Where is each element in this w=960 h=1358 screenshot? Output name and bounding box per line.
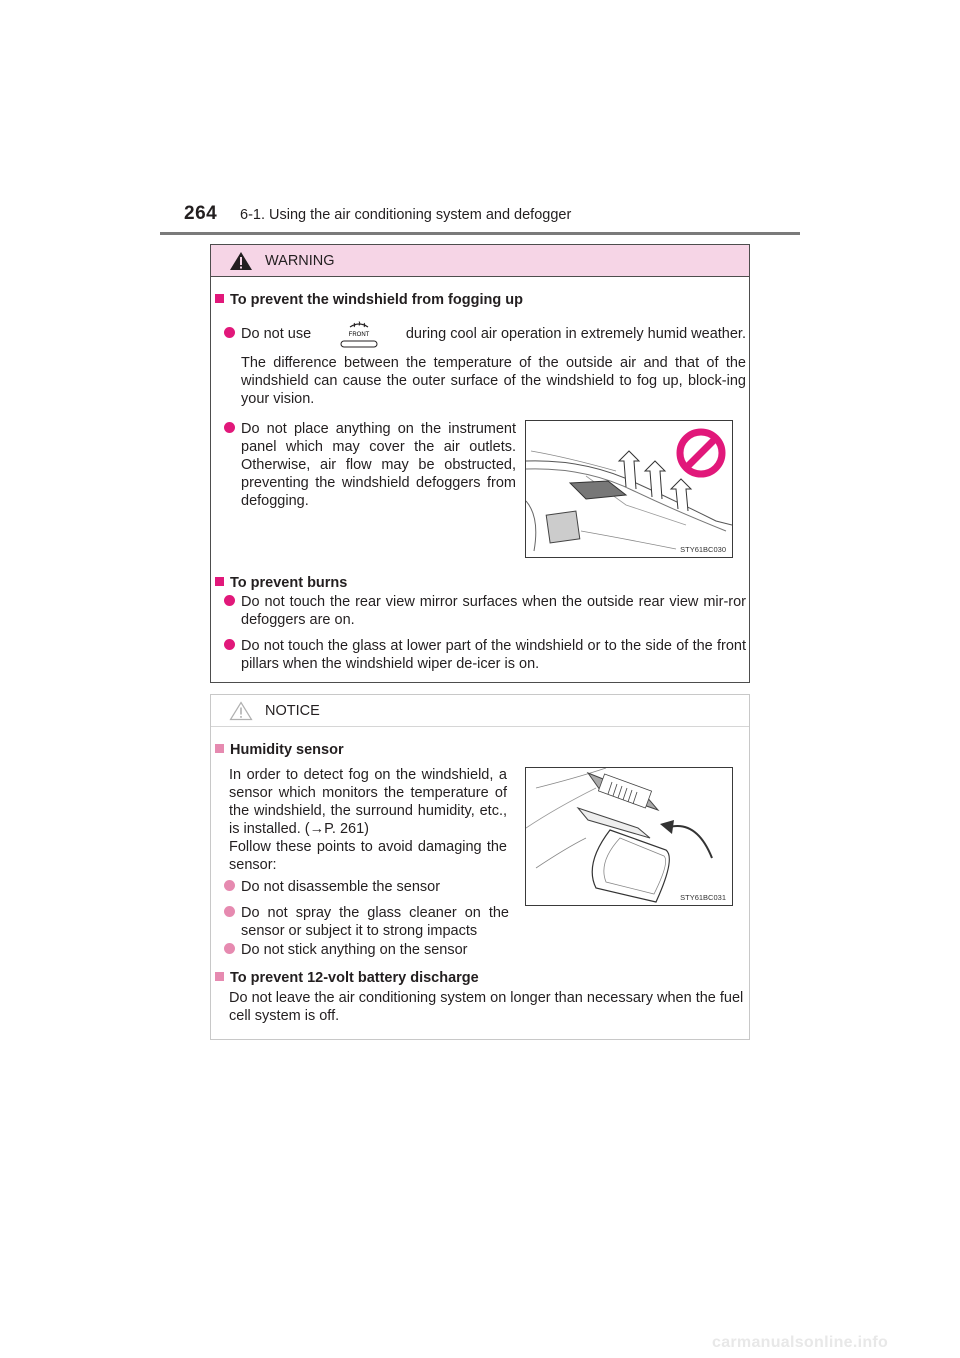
notice-bullet-spray xyxy=(224,904,509,940)
bullet-text-post: during cool air operation in extremely humid weather. xyxy=(405,326,746,342)
bullet-text: Do not place anything on the instrument panel which may cover the air outlets. Otherwise, air flow may be obstructed, preventing the windshield defoggers from defogging. xyxy=(241,421,516,509)
notice-header xyxy=(211,695,749,727)
section-title: 6-1. Using the air conditioning system and defogger xyxy=(240,207,572,223)
front-icon-label: FRONT xyxy=(348,332,369,338)
front-defroster-icon xyxy=(338,319,380,349)
bullet-first-line xyxy=(241,322,746,346)
header-rule xyxy=(160,232,800,235)
warning-triangle-icon xyxy=(229,251,253,271)
page-number: 264 xyxy=(184,203,218,224)
circle-bullet-icon xyxy=(224,422,235,433)
instrument-panel-illustration xyxy=(526,421,732,557)
warning-heading-fog xyxy=(215,291,523,309)
warning-bullet-mirror xyxy=(224,593,746,629)
heading-text: To prevent 12-volt battery discharge xyxy=(230,970,479,986)
watermark: carmanualsonline.info xyxy=(712,1334,889,1351)
notice-heading-humidity xyxy=(215,741,344,759)
figure-code: STY61BC031 xyxy=(680,893,726,902)
humidity-sensor-illustration xyxy=(526,768,732,905)
circle-bullet-icon xyxy=(224,595,235,606)
square-bullet-icon xyxy=(215,744,224,753)
circle-bullet-icon xyxy=(224,906,235,917)
bullet-text: Do not stick anything on the sensor xyxy=(241,942,468,958)
circle-bullet-icon xyxy=(224,880,235,891)
warning-bullet-front-defogger xyxy=(224,325,746,408)
heading-text: Humidity sensor xyxy=(230,742,344,758)
figure-humidity-sensor xyxy=(525,767,733,906)
notice-title: NOTICE xyxy=(265,702,320,719)
notice-follow-points: Follow these points to avoid damaging the sensor: xyxy=(229,839,507,873)
figure-code: STY61BC030 xyxy=(680,545,726,554)
warning-box xyxy=(210,244,750,683)
notice-sensor-description: In order to detect fog on the windshield, a sensor which monitors the temperature of the windshield, the surround humidity, etc., is installed. (→P. 261) xyxy=(229,767,507,837)
bullet-text: Do not spray the glass cleaner on the sensor or subject it to strong impacts xyxy=(241,905,509,939)
warning-bullet-windshield-glass xyxy=(224,637,746,673)
bullet-text-pre: Do not use xyxy=(241,326,312,342)
square-bullet-icon xyxy=(215,577,224,586)
warning-header xyxy=(211,245,749,277)
circle-bullet-icon xyxy=(224,639,235,650)
circle-bullet-icon xyxy=(224,327,235,338)
warning-heading-burns xyxy=(215,574,347,592)
notice-battery-text: Do not leave the air conditioning system on longer than necessary when the fuel cell system is off. xyxy=(229,990,744,1024)
square-bullet-icon xyxy=(215,972,224,981)
bullet-text: Do not touch the glass at lower part of the windshield or to the side of the front pillars when the windshield wiper de-icer is on. xyxy=(241,638,746,672)
square-bullet-icon xyxy=(215,294,224,303)
notice-bullet-disassemble xyxy=(224,878,509,896)
heading-text: To prevent burns xyxy=(230,575,348,591)
notice-bullet-stick xyxy=(224,941,509,959)
warning-bullet-instrument-panel xyxy=(224,420,516,510)
warning-title: WARNING xyxy=(265,252,335,269)
notice-box xyxy=(210,694,750,1040)
figure-instrument-panel xyxy=(525,420,733,558)
bullet-text: Do not disassemble the sensor xyxy=(241,879,441,895)
heading-text: To prevent the windshield from fogging up xyxy=(230,292,523,308)
bullet-text: Do not touch the rear view mirror surfaces when the outside rear view mir-ror defoggers are on. xyxy=(241,594,746,628)
caution-triangle-icon xyxy=(229,701,253,721)
circle-bullet-icon xyxy=(224,943,235,954)
notice-heading-battery xyxy=(215,969,479,987)
bullet-continuation: The difference between the temperature of the outside air and that of the windshield can cause the outer surface of the windshield to fog up, block-ing your vision. xyxy=(241,355,746,407)
